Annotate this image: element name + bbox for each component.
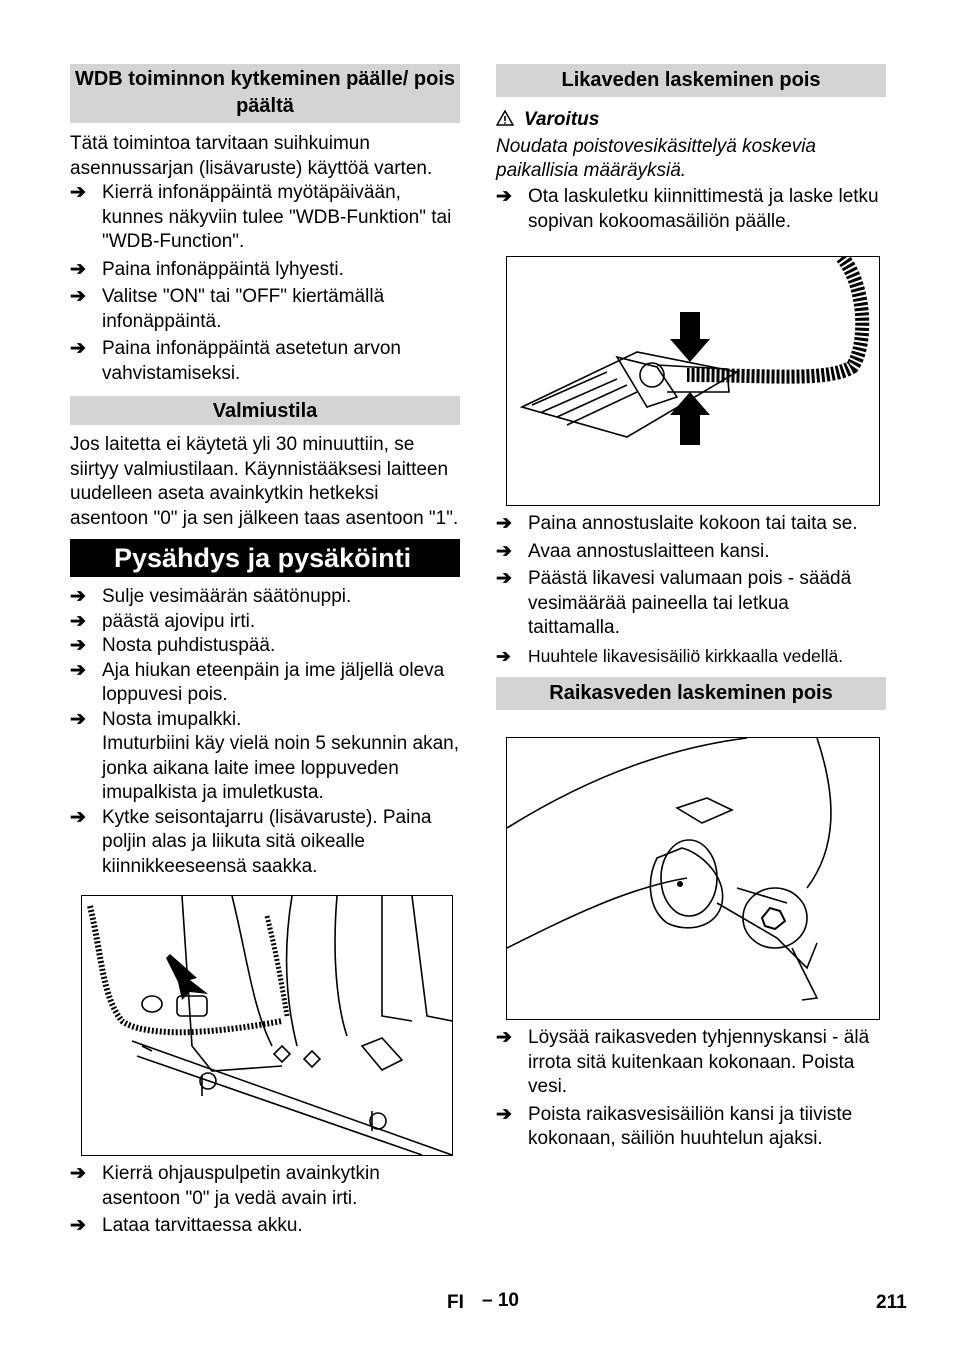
list-item: ➔ Löysää raikasveden tyhjennyskansi - älä irrota sitä kuitenkaan kokonaan. Poista vesi.: [496, 1027, 870, 1097]
fresh-drain-illustration: [507, 738, 879, 1019]
arrow-right-icon: ➔: [496, 186, 512, 207]
arrow-right-icon: ➔: [70, 610, 86, 632]
list-item: ➔ Ota laskuletku kiinnittimestä ja laske letku sopivan kokoomasäiliön päälle.: [496, 186, 879, 232]
fresh-water-heading: Raikasveden laskeminen pois: [496, 677, 886, 710]
stop-title: Pysähdys ja pysäköinti: [70, 539, 460, 577]
arrow-right-icon: ➔: [496, 645, 511, 666]
list-item: ➔ Valitse "ON" tai "OFF" kiertämällä infonäppäintä.: [70, 286, 385, 332]
wdb-steps: [70, 181, 460, 386]
arrow-right-icon: ➔: [70, 182, 86, 203]
standby-text: Jos laitetta ei käytetä yli 30 minuuttiin, se siirtyy valmiustilaan. Käynnistääksesi laitteen uudelleen aseta avainkytkin hetkeksi asentoon "0" ja sen jälkeen taas asentoon "1".: [70, 434, 459, 529]
list-item: ➔ päästä ajovipu irti.: [70, 610, 460, 635]
arrow-right-icon: ➔: [70, 708, 86, 730]
parking-brake-figure: [81, 895, 453, 1156]
arrow-right-icon: ➔: [496, 513, 512, 534]
left-column: [70, 64, 460, 1239]
warning-header: [496, 107, 886, 132]
arrow-right-icon: ➔: [496, 540, 512, 562]
dirty-steps-after: [496, 512, 886, 668]
arrow-right-icon: ➔: [70, 806, 86, 828]
warning-label: Varoitus: [524, 109, 600, 130]
arrow-right-icon: ➔: [70, 586, 86, 607]
list-item: ➔ Paina infonäppäintä lyhyesti.: [70, 258, 460, 283]
list-item: ➔ Aja hiukan eteenpäin ja ime jäljellä oleva loppuvesi pois.: [70, 659, 445, 705]
dirty-steps-before: [496, 185, 886, 234]
stop-steps: [70, 585, 460, 879]
list-item: ➔ Lataa tarvittaessa akku.: [70, 1214, 460, 1239]
right-column: [496, 64, 886, 1152]
list-item: ➔ Huuhtele likavesisäiliö kirkkaalla vedellä.: [496, 644, 886, 669]
footer-page-number: 211: [876, 1292, 907, 1313]
list-item: ➔ Paina infonäppäintä asetetun arvon vahvistamiseksi.: [70, 338, 401, 384]
arrow-right-icon: ➔: [496, 568, 512, 589]
step-note: Imuturbiini käy vielä noin 5 sekunnin akan, jonka aikana laite imee loppuveden imupalkista ja imuletkusta.: [102, 733, 459, 803]
list-item: ➔ Nosta puhdistuspää.: [70, 634, 460, 659]
wdb-intro: Tätä toimintoa tarvitaan suihkuimun asennussarjan (lisävaruste) käyttöä varten.: [70, 133, 433, 179]
arrow-right-icon: ➔: [70, 258, 86, 280]
list-item: ➔ Päästä likavesi valumaan pois - säädä vesimäärää paineella tai letkua taittamalla.: [496, 568, 852, 638]
list-item: ➔ Avaa annostuslaitteen kansi.: [496, 540, 886, 565]
fresh-drain-figure: [506, 737, 880, 1020]
warning-block: [496, 107, 886, 183]
footer-language: FI: [447, 1292, 464, 1313]
fresh-steps: [496, 1026, 886, 1152]
list-item: ➔ Kierrä ohjauspulpetin avainkytkin asentoon "0" ja vedä avain irti.: [70, 1163, 380, 1209]
arrow-right-icon: ➔: [70, 286, 86, 307]
footer-local-page: – 10: [482, 1290, 519, 1311]
arrow-right-icon: ➔: [70, 659, 86, 681]
stop-after-steps: [70, 1162, 460, 1239]
list-item: ➔ Nosta imupalkki. Imuturbiini käy vielä noin 5 sekunnin akan, jonka aikana laite imee loppuveden imupalkista ja imuletkusta.: [70, 708, 460, 806]
standby-heading: Valmiustila: [70, 396, 460, 425]
drain-hose-figure: [506, 256, 880, 506]
list-item: ➔ Kytke seisontajarru (lisävaruste). Paina poljin alas ja liikuta sitä oikealle kiinnikkeeseensä saakka.: [70, 806, 432, 877]
wdb-heading: WDB toiminnon kytkeminen päälle/ pois päältä: [70, 64, 460, 123]
arrow-right-icon: ➔: [496, 1027, 512, 1048]
parking-brake-illustration: [82, 896, 452, 1155]
drain-hose-illustration: [507, 257, 879, 505]
arrow-right-icon: ➔: [70, 635, 86, 656]
arrow-right-icon: ➔: [70, 1215, 86, 1236]
arrow-right-icon: ➔: [70, 338, 86, 359]
warning-text: Noudata poistovesikäsittelyä koskevia paikallisia määräyksiä.: [496, 136, 817, 181]
warning-triangle-icon: [496, 110, 514, 126]
list-item: ➔ Poista raikasvesisäiliön kansi ja tiiviste kokonaan, säiliön huuhtelun ajaksi.: [496, 1103, 853, 1149]
arrow-right-icon: ➔: [70, 1163, 86, 1184]
arrow-right-icon: ➔: [496, 1103, 512, 1125]
dirty-water-heading: Likaveden laskeminen pois: [496, 64, 886, 97]
list-item: ➔ Paina annostuslaite kokoon tai taita se.: [496, 512, 886, 537]
list-item: ➔ Sulje vesimäärän säätönuppi.: [70, 585, 460, 610]
list-item: ➔ Kierrä infonäppäintä myötäpäivään, kunnes näkyviin tulee "WDB-Funktion" tai "WDB-Function".: [70, 182, 452, 252]
